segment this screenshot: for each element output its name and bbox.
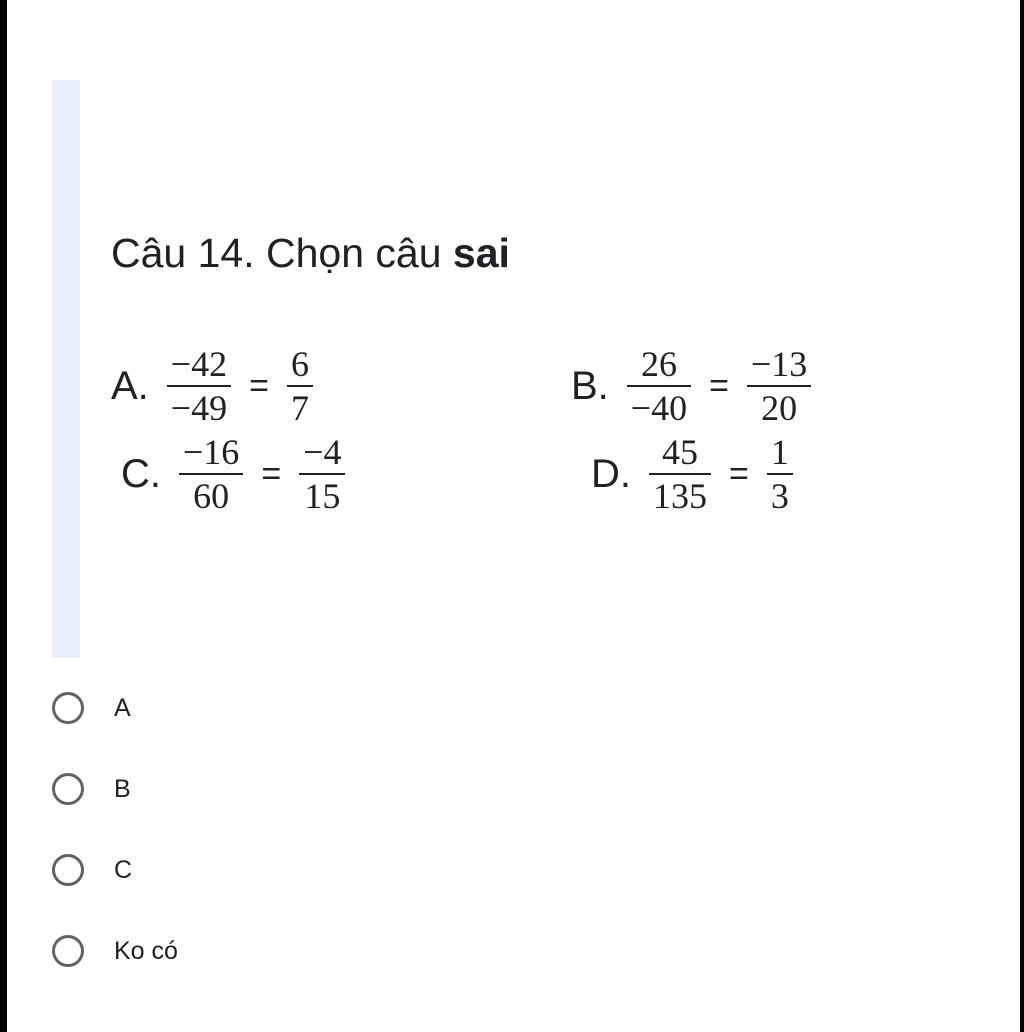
denominator: −40 (627, 385, 691, 427)
equals-sign: = (249, 366, 269, 405)
option-c-statement (121, 433, 345, 515)
fraction (299, 433, 345, 515)
radio-option-b[interactable] (52, 769, 131, 809)
radio-option-none[interactable] (52, 931, 178, 971)
equals-sign: = (261, 454, 282, 493)
option-letter: A. (111, 363, 149, 408)
radio-button-icon[interactable] (52, 935, 84, 967)
fraction (167, 345, 231, 427)
option-d-statement (591, 433, 793, 515)
numerator: 26 (640, 344, 677, 384)
radio-label[interactable]: Ko có (114, 936, 178, 965)
fraction (767, 433, 793, 515)
numerator: −42 (170, 344, 228, 384)
denominator: −49 (167, 385, 231, 427)
option-letter: C. (121, 451, 161, 496)
question-accent-bar (52, 80, 80, 658)
right-border (1020, 0, 1024, 1032)
numerator: −13 (750, 344, 808, 384)
fraction (287, 345, 313, 427)
question-title (111, 228, 510, 278)
numerator: 45 (662, 432, 698, 472)
option-b-statement (571, 345, 811, 427)
radio-button-icon[interactable] (52, 692, 84, 724)
denominator: 20 (747, 385, 811, 427)
fraction (627, 345, 691, 427)
equals-sign: = (729, 454, 749, 493)
left-border (0, 0, 7, 1032)
numerator: −16 (183, 432, 240, 472)
numerator: 6 (290, 344, 309, 384)
radio-label[interactable]: B (114, 774, 131, 803)
radio-button-icon[interactable] (52, 854, 84, 886)
denominator: 7 (287, 385, 313, 427)
question-title-text: Câu 14. Chọn câu (111, 230, 453, 276)
question-title-bold: sai (452, 230, 510, 276)
radio-label[interactable]: A (114, 693, 131, 722)
denominator: 60 (179, 473, 243, 515)
radio-option-a[interactable] (52, 688, 131, 728)
radio-option-c[interactable] (52, 850, 132, 890)
fraction (179, 433, 243, 515)
radio-button-icon[interactable] (52, 773, 84, 805)
equals-sign: = (709, 366, 729, 405)
fraction (649, 433, 711, 515)
denominator: 15 (299, 473, 345, 515)
radio-label[interactable]: C (114, 855, 133, 884)
option-letter: B. (571, 363, 609, 408)
option-letter: D. (591, 451, 631, 496)
denominator: 3 (767, 473, 793, 515)
question-card (52, 80, 1012, 658)
denominator: 135 (649, 473, 711, 515)
numerator: −4 (303, 432, 342, 472)
numerator: 1 (770, 432, 789, 472)
option-a-statement (111, 345, 313, 427)
fraction (747, 345, 811, 427)
